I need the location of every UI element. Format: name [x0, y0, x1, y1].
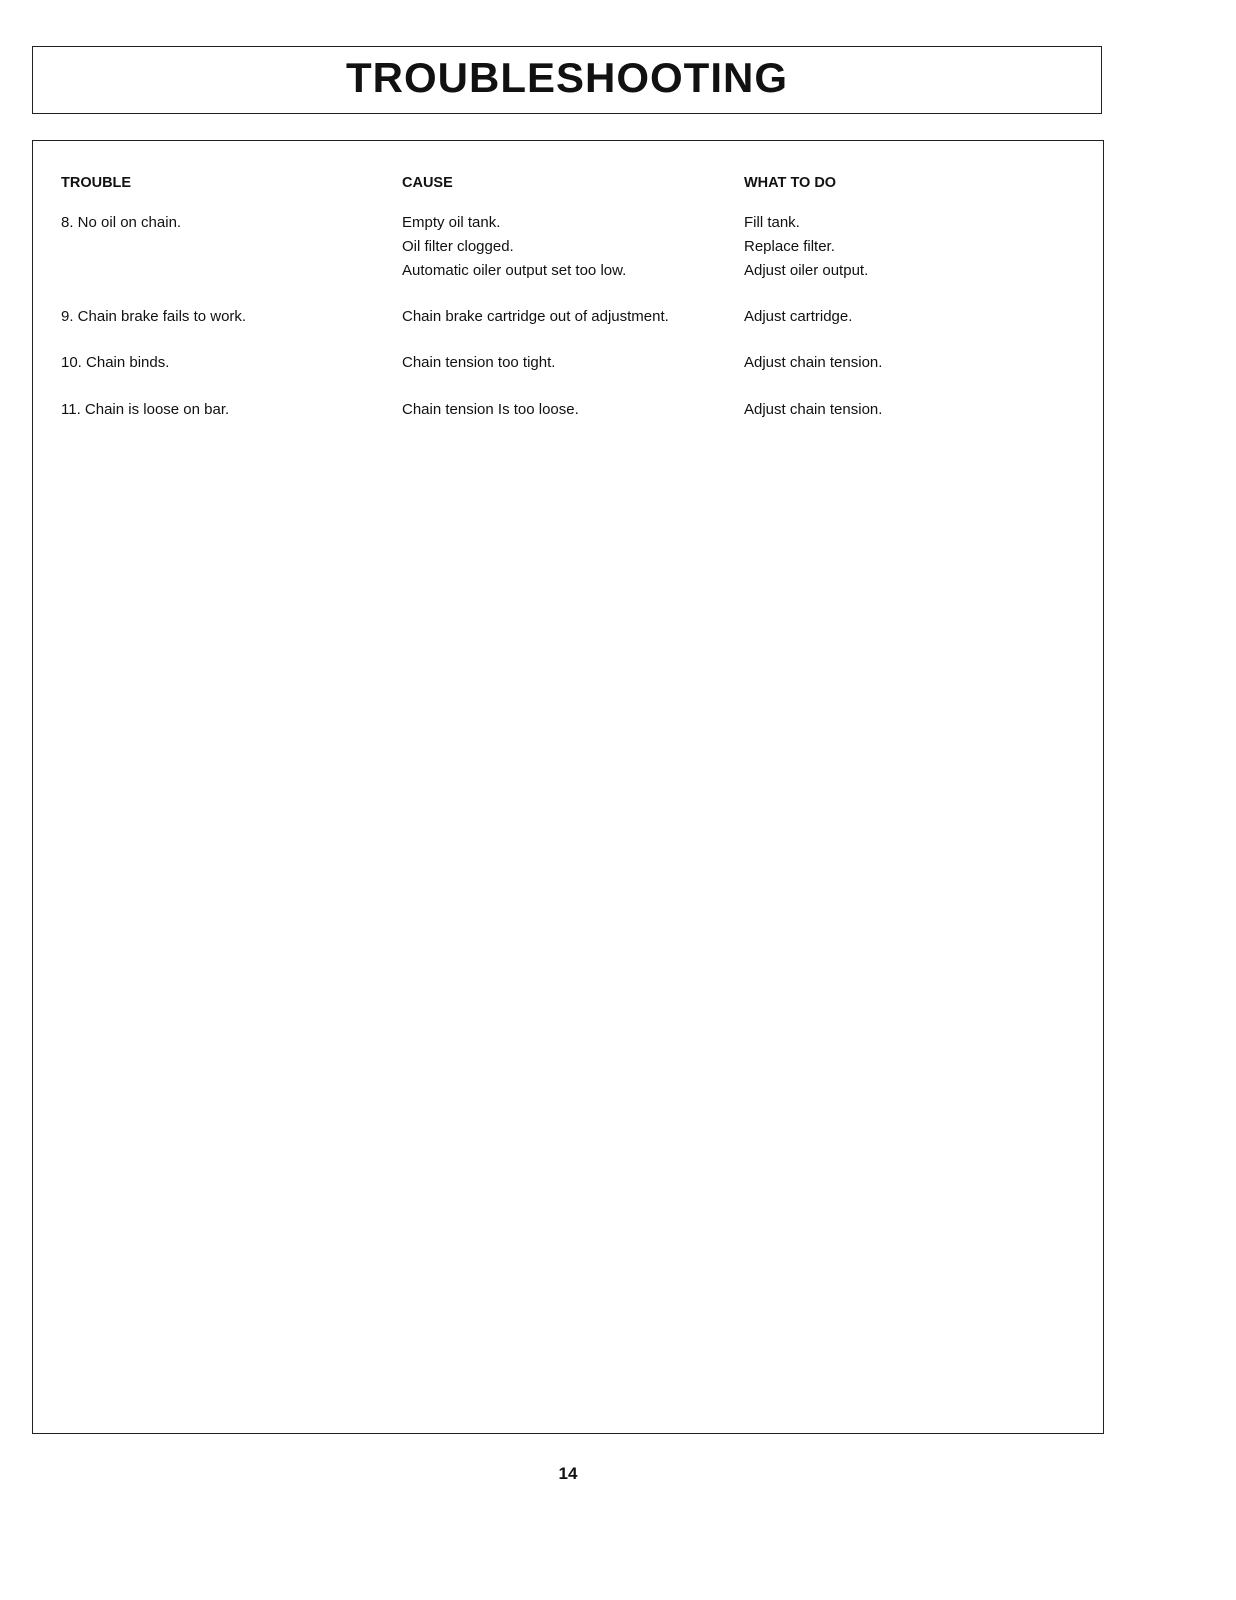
- row-10-trouble: 10. Chain binds.: [61, 354, 170, 371]
- row-9-trouble: 9. Chain brake fails to work.: [61, 308, 247, 325]
- title-box: [32, 46, 1102, 114]
- row-10-action-1: Adjust chain tension.: [744, 354, 883, 371]
- row-8-cause-3: Automatic oiler output set too low.: [402, 262, 627, 279]
- row-11-action-1: Adjust chain tension.: [744, 401, 883, 418]
- header-what-to-do: WHAT TO DO: [744, 175, 837, 191]
- row-8-cause-2: Oil filter clogged.: [402, 238, 514, 255]
- row-11-trouble: 11. Chain is loose on bar.: [61, 401, 230, 418]
- row-8-action-3: Adjust oiler output.: [744, 262, 869, 279]
- row-8-cause-1: Empty oil tank.: [402, 214, 501, 231]
- page-number: 14: [558, 1464, 578, 1483]
- row-10-cause-1: Chain tension too tight.: [402, 354, 556, 371]
- row-8-action-2: Replace filter.: [744, 238, 835, 255]
- row-9-action-1: Adjust cartridge.: [744, 308, 853, 325]
- row-11-cause-1: Chain tension Is too loose.: [402, 401, 579, 418]
- row-8-trouble: 8. No oil on chain.: [61, 214, 182, 231]
- row-8-action-1: Fill tank.: [744, 214, 800, 231]
- header-cause: CAUSE: [402, 175, 453, 191]
- troubleshooting-table: [32, 140, 1104, 1434]
- page-title: TROUBLESHOOTING: [346, 54, 788, 101]
- row-9-cause-1: Chain brake cartridge out of adjustment.: [402, 308, 669, 325]
- header-trouble: TROUBLE: [61, 175, 132, 191]
